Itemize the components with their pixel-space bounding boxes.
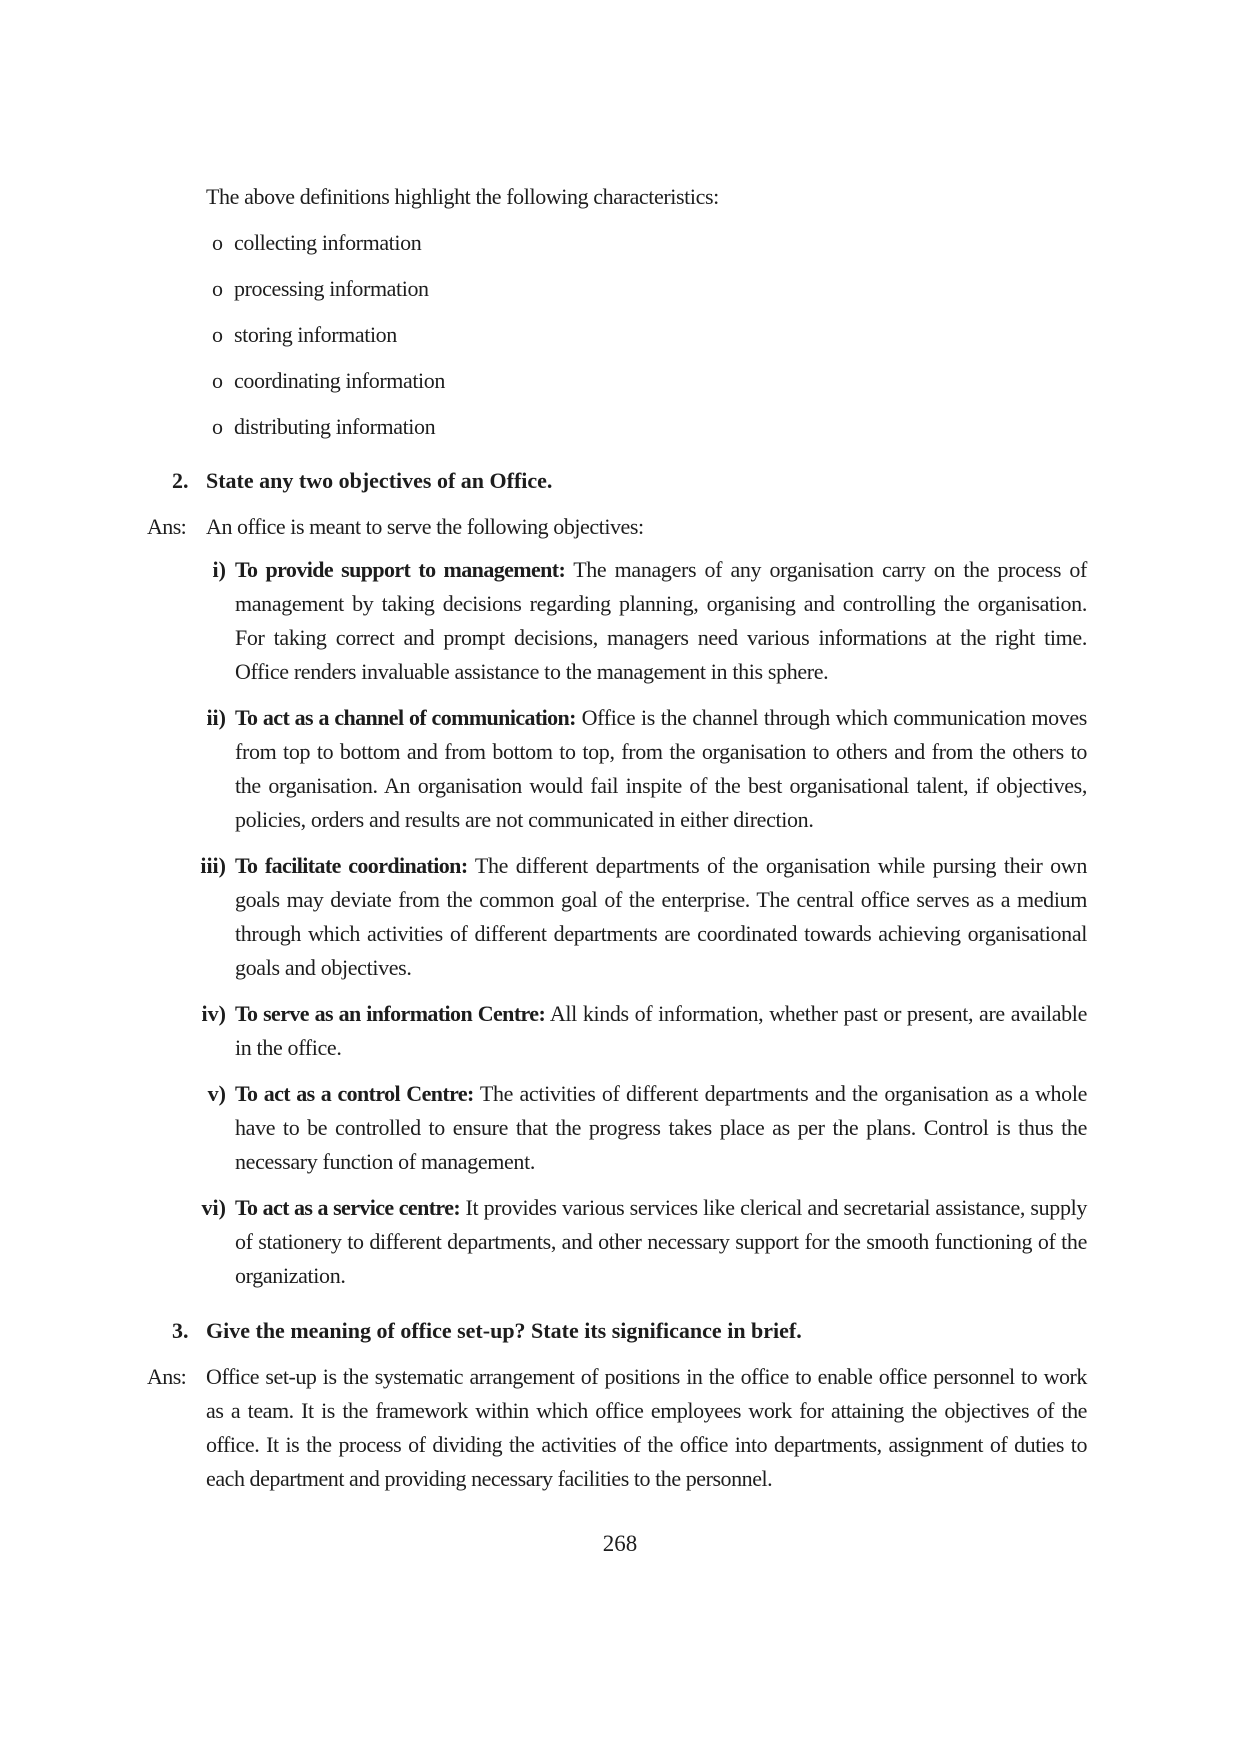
objective-number: iii) xyxy=(200,853,226,878)
answer-3 xyxy=(147,1360,1087,1496)
answer-text: An office is meant to serve the following objectives: xyxy=(206,514,644,539)
question-number: 2. xyxy=(172,468,189,493)
objective-title: To act as a control Centre: xyxy=(235,1081,474,1106)
objective-item xyxy=(190,701,1087,837)
objective-text: The managers of any organisation carry on the process of management by taking decisions regarding planning, organising and controlling the organisation. For taking correct and prompt decisions, managers need various informations at the right time. Office renders invaluable assistance to the management in this sphere. xyxy=(235,557,1087,684)
objective-number: iv) xyxy=(201,1001,226,1026)
objective-text: All kinds of information, whether past or present, are available in the office. xyxy=(235,1001,1087,1060)
question-text: Give the meaning of office set-up? State its significance in brief. xyxy=(206,1318,802,1343)
bullet-mark: o xyxy=(212,230,223,255)
answer-2-intro xyxy=(147,510,1087,544)
question-2 xyxy=(147,464,1097,498)
objective-title: To serve as an information Centre: xyxy=(235,1001,546,1026)
list-item xyxy=(206,272,1086,306)
objective-item xyxy=(190,849,1087,985)
characteristics-list xyxy=(206,226,1086,444)
list-item-text: storing information xyxy=(234,322,397,347)
objective-title: To facilitate coordination: xyxy=(235,853,468,878)
answer-text: Office set-up is the systematic arrangement of positions in the office to enable office personnel to work as a team. It is the framework within which office employees work for attaining the objectives of the office. It is the process of dividing the activities of the office into departments, assignment of duties to each department and providing necessary facilities to the personnel. xyxy=(206,1364,1087,1491)
objective-text: The activities of different departments and the organisation as a whole have to be controlled to ensure that the progress takes place as per the plans. Control is thus the necessary function of management. xyxy=(235,1081,1087,1174)
objective-text: The different departments of the organisation while pursing their own goals may deviate from the common goal of the enterprise. The central office serves as a medium through which activities of different departments are coordinated towards achieving organisational goals and objectives. xyxy=(235,853,1087,980)
answer-label: Ans: xyxy=(147,514,187,539)
objective-item xyxy=(190,1077,1087,1179)
objective-title: To act as a service centre: xyxy=(235,1195,461,1220)
list-item-text: processing information xyxy=(234,276,429,301)
bullet-mark: o xyxy=(212,322,223,347)
question-text: State any two objectives of an Office. xyxy=(206,468,553,493)
objective-title: To provide support to management: xyxy=(235,557,566,582)
list-item xyxy=(206,410,1086,444)
bullet-mark: o xyxy=(212,276,223,301)
intro-lead: The above definitions highlight the following characteristics: xyxy=(206,184,719,209)
list-item xyxy=(206,226,1086,260)
question-number: 3. xyxy=(172,1318,189,1343)
objective-title: To act as a channel of communication: xyxy=(235,705,576,730)
objective-item xyxy=(190,997,1087,1065)
objective-number: v) xyxy=(207,1081,226,1106)
list-item-text: collecting information xyxy=(234,230,422,255)
objective-text: It provides various services like clerical and secretarial assistance, supply of stationery to different departments, and other necessary support for the smooth functioning of the organization. xyxy=(235,1195,1088,1288)
bullet-mark: o xyxy=(212,414,223,439)
objective-text: Office is the channel through which communication moves from top to bottom and from bottom to top, from the organisation to others and from the others to the organisation. An organisation would fail inspite of the best organisational talent, if objectives, policies, orders and results are not communicated in either direction. xyxy=(235,705,1088,832)
answer-label: Ans: xyxy=(147,1364,187,1389)
list-item-text: distributing information xyxy=(234,414,436,439)
page-number: 268 xyxy=(602,1531,638,1556)
list-item xyxy=(206,318,1086,352)
objective-item xyxy=(190,1191,1087,1293)
list-item xyxy=(206,364,1086,398)
bullet-mark: o xyxy=(212,368,223,393)
list-item-text: coordinating information xyxy=(234,368,445,393)
intro-section xyxy=(206,180,1086,456)
objective-number: ii) xyxy=(206,705,226,730)
objective-item xyxy=(190,553,1087,689)
objective-number: vi) xyxy=(201,1195,226,1220)
objectives-list xyxy=(190,553,1087,1305)
objective-number: i) xyxy=(212,557,226,582)
question-3 xyxy=(147,1314,1097,1348)
